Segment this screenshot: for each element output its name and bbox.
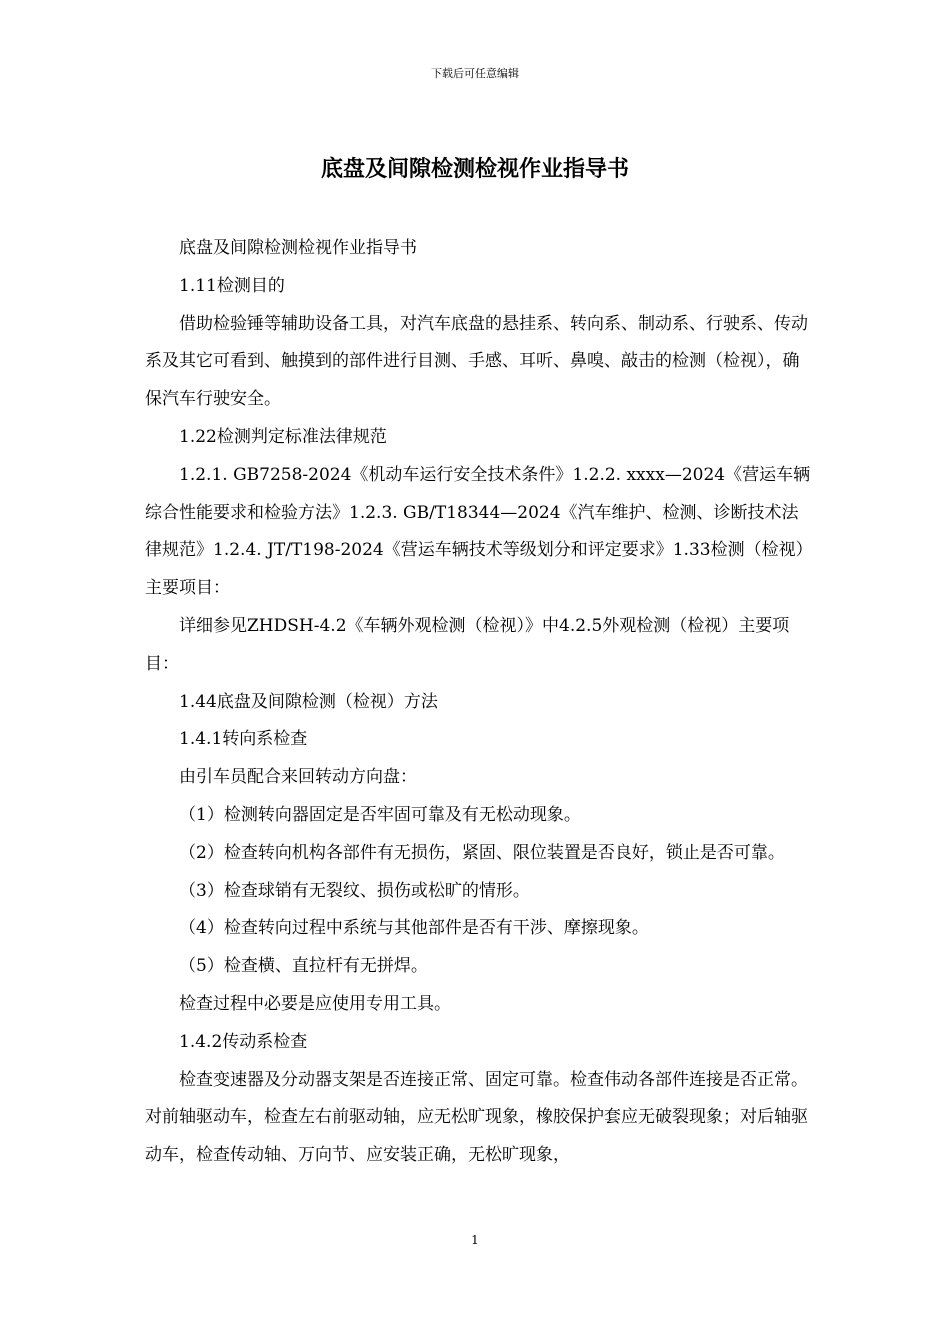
list-item-steering-3: （3）检查球销有无裂纹、损伤或松旷的情形。 [179,880,530,901]
list-item-steering-1: （1）检测转向器固定是否牢固可靠及有无松动现象。 [179,804,581,825]
paragraph-reference: 详细参见ZHDSH-4.2《车辆外观检测（检视）》中4.2.5外观检测（检视）主要项目： [145,615,790,674]
paragraph-steering-intro: 由引车员配合来回转动方向盘： [179,767,417,788]
list-item-steering-5: （5）检查横、直拉杆有无拼焊。 [179,956,428,977]
paragraph-tool-note: 检查过程中必要是应使用专用工具。 [179,993,451,1014]
paragraph-heading-repeat: 底盘及间隙检测检视作业指导书 [179,238,417,258]
paragraph-drivetrain: 检查变速器及分动器支架是否连接正常、固定可靠。检查伟动各部件连接是否正常。对前轴驱动车，检查左右前驱动轴，应无松旷现象，橡胶保护套应无破裂现象；对后轴驱动车，检查传动轴、万向节、应安装正确，无松旷现象， [145,1069,808,1166]
section-heading-standards: 1.22检测判定标准法律规范 [179,426,387,447]
section-heading-method: 1.44底盘及间隙检测（检视）方法 [179,691,438,712]
subsection-heading-drivetrain: 1.4.2传动系检查 [179,1031,308,1052]
page-number: 1 [471,1233,479,1247]
subsection-heading-steering: 1.4.1转向系检查 [179,729,308,750]
paragraph-purpose: 借助检验锤等辅助设备工具，对汽车底盘的悬挂系、转向系、制动系、行驶系、传动系及其它可看到、触摸到的部件进行目测、手感、耳听、鼻嗅、敲击的检测（检视），确保汽车行驶安全。 [145,313,808,410]
list-item-steering-4: （4）检查转向过程中系统与其他部件是否有干涉、摩擦现象。 [179,918,649,939]
document-title: 底盘及间隙检测检视作业指导书 [320,157,629,182]
header-note: 下载后可任意编辑 [431,67,519,80]
document-body [145,230,813,1175]
paragraph-standards: 1.2.1. GB7258-2024《机动车运行安全技术条件》1.2.2. xxxx—2024《营运车辆综合性能要求和检验方法》1.2.3. GB/T18344—2024《汽车维护、检测、诊断技术法律规范》1.2.4. JT/T198-2024《营运车辆技术等级划分和评定要求》1.33检测（检视）主要项目： [145,464,813,599]
section-heading-purpose: 1.11检测目的 [179,275,285,296]
list-item-steering-2: （2）检查转向机构各部件有无损伤，紧固、限位装置是否良好，锁止是否可靠。 [179,842,785,863]
